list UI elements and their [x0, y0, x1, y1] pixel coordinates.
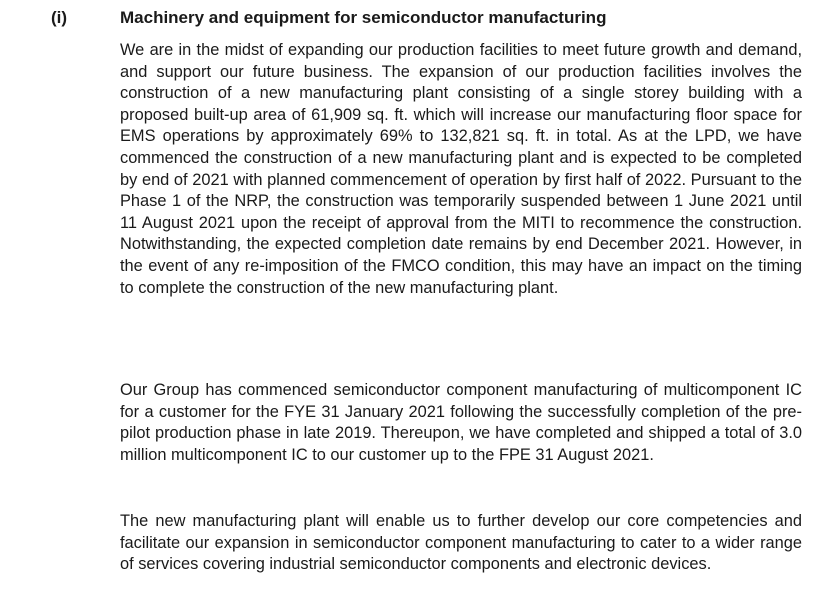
section-number: (i) [51, 8, 68, 27]
paragraph-expansion: We are in the midst of expanding our production facilities to meet future growth and demand, and support our future business. The expansion of our production facilities involves the construction of a new manufacturing plant consisting of a single storey building with a proposed built-up area of 61,909 sq. ft. which will increase our manufacturing floor space for EMS operations by approximately 69% to 132,821 sq. ft. in total. As at the LPD, we have commenced the construction of a new manufacturing plant and is expected to be completed by end of 2021 with planned commencement of operation by first half of 2022. Pursuant to the Phase 1 of the NRP, the construction was temporarily suspended between 1 June 2021 until 11 August 2021 upon the receipt of approval from the MITI to recommence the construction. Notwithstanding, the expected completion date remains by end December 2021. However, in the event of any re-imposition of the FMCO condition, this may have an impact on the timing to complete the construction of the new manufacturing plant. [120, 41, 802, 297]
paragraph-new-plant: The new manufacturing plant will enable us to further develop our core competencies and facilitate our expansion in semiconductor component manufacturing to cater to a wider range of services covering industrial semiconductor components and electronic devices. [120, 512, 802, 574]
paragraph-group-manufacturing: Our Group has commenced semiconductor component manufacturing of multicomponent IC for a customer for the FYE 31 January 2021 following the successfully completion of the pre-pilot production phase in late 2019. Thereupon, we have completed and shipped a total of 3.0 million multicomponent IC to our customer up to the FPE 31 August 2021. [120, 381, 802, 464]
section-heading: Machinery and equipment for semiconductor manufacturing [120, 8, 607, 27]
